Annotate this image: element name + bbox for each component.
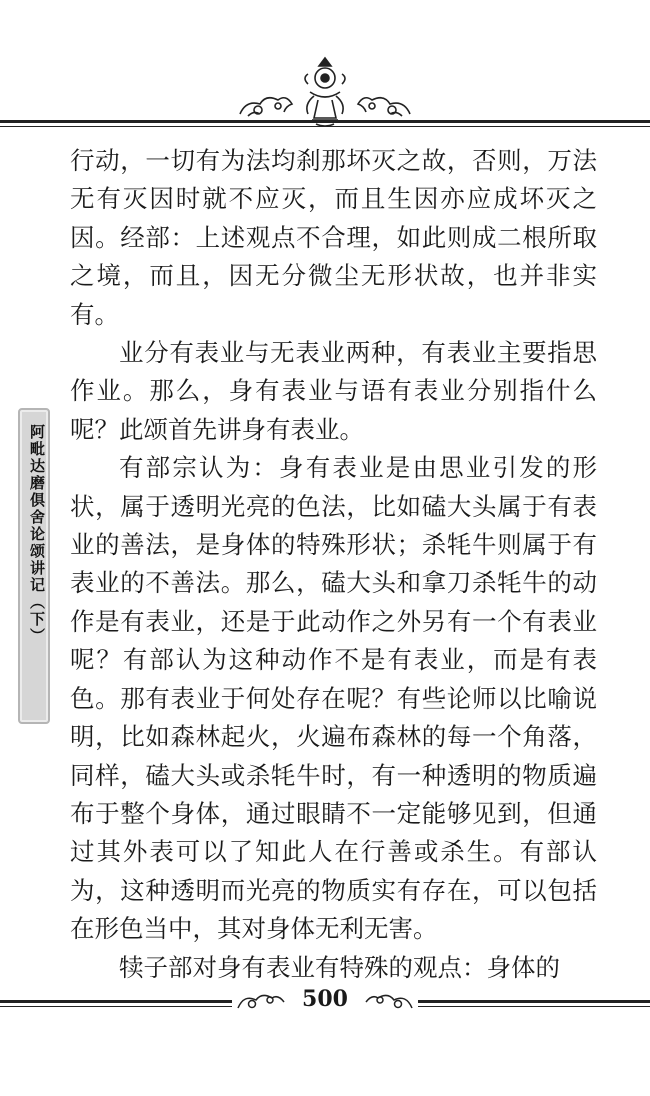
body-text <box>70 142 597 987</box>
paragraph-3: 有部宗认为：身有表业是由思业引发的形状，属于透明光亮的色法，比如磕大头属于有表业的善法，是身体的特殊形状；杀牦牛则属于有表业的不善法。那么，磕大头和拿刀杀牦牛的动作是有表业，还是于此动作之外另有一个有表业呢？有部认为这种动作不是有表业，而是有表色。那有表业于何处存在呢？有些论师以比喻说明，比如森林起火，火遍布森林的每一个角落，同样，磕大头或杀牦牛时，有一种透明的物质遍布于整个身体，通过眼睛不一定能够见到，但通过其外表可以了知此人在行善或杀生。有部认为，这种透明而光亮的物质实有存在，可以包括在形色当中，其对身体无利无害。 <box>70 453 597 944</box>
paragraph-4: 犊子部对身有表业有特殊的观点：身体的 <box>119 952 560 982</box>
dharma-wheel-and-cloud-ornament-icon <box>230 52 420 132</box>
side-title-tab <box>18 408 50 724</box>
book-title: 阿毗达磨俱舍论颂讲记（下） <box>28 424 46 645</box>
paragraph-2: 业分有表业与无表业两种，有表业主要指思作业。那么，身有表业与语有表业分别指什么呢？此颂首先讲身有表业。 <box>70 338 597 444</box>
paragraph-1: 行动，一切有为法均刹那坏灭之故，否则，万法无有灭因时就不应灭，而且生因亦应成坏灭之因。经部：上述观点不合理，如此则成二根所取之境，而且，因无分微尘无形状故，也并非实有。 <box>70 146 597 329</box>
page-number: 500 <box>302 986 348 1012</box>
